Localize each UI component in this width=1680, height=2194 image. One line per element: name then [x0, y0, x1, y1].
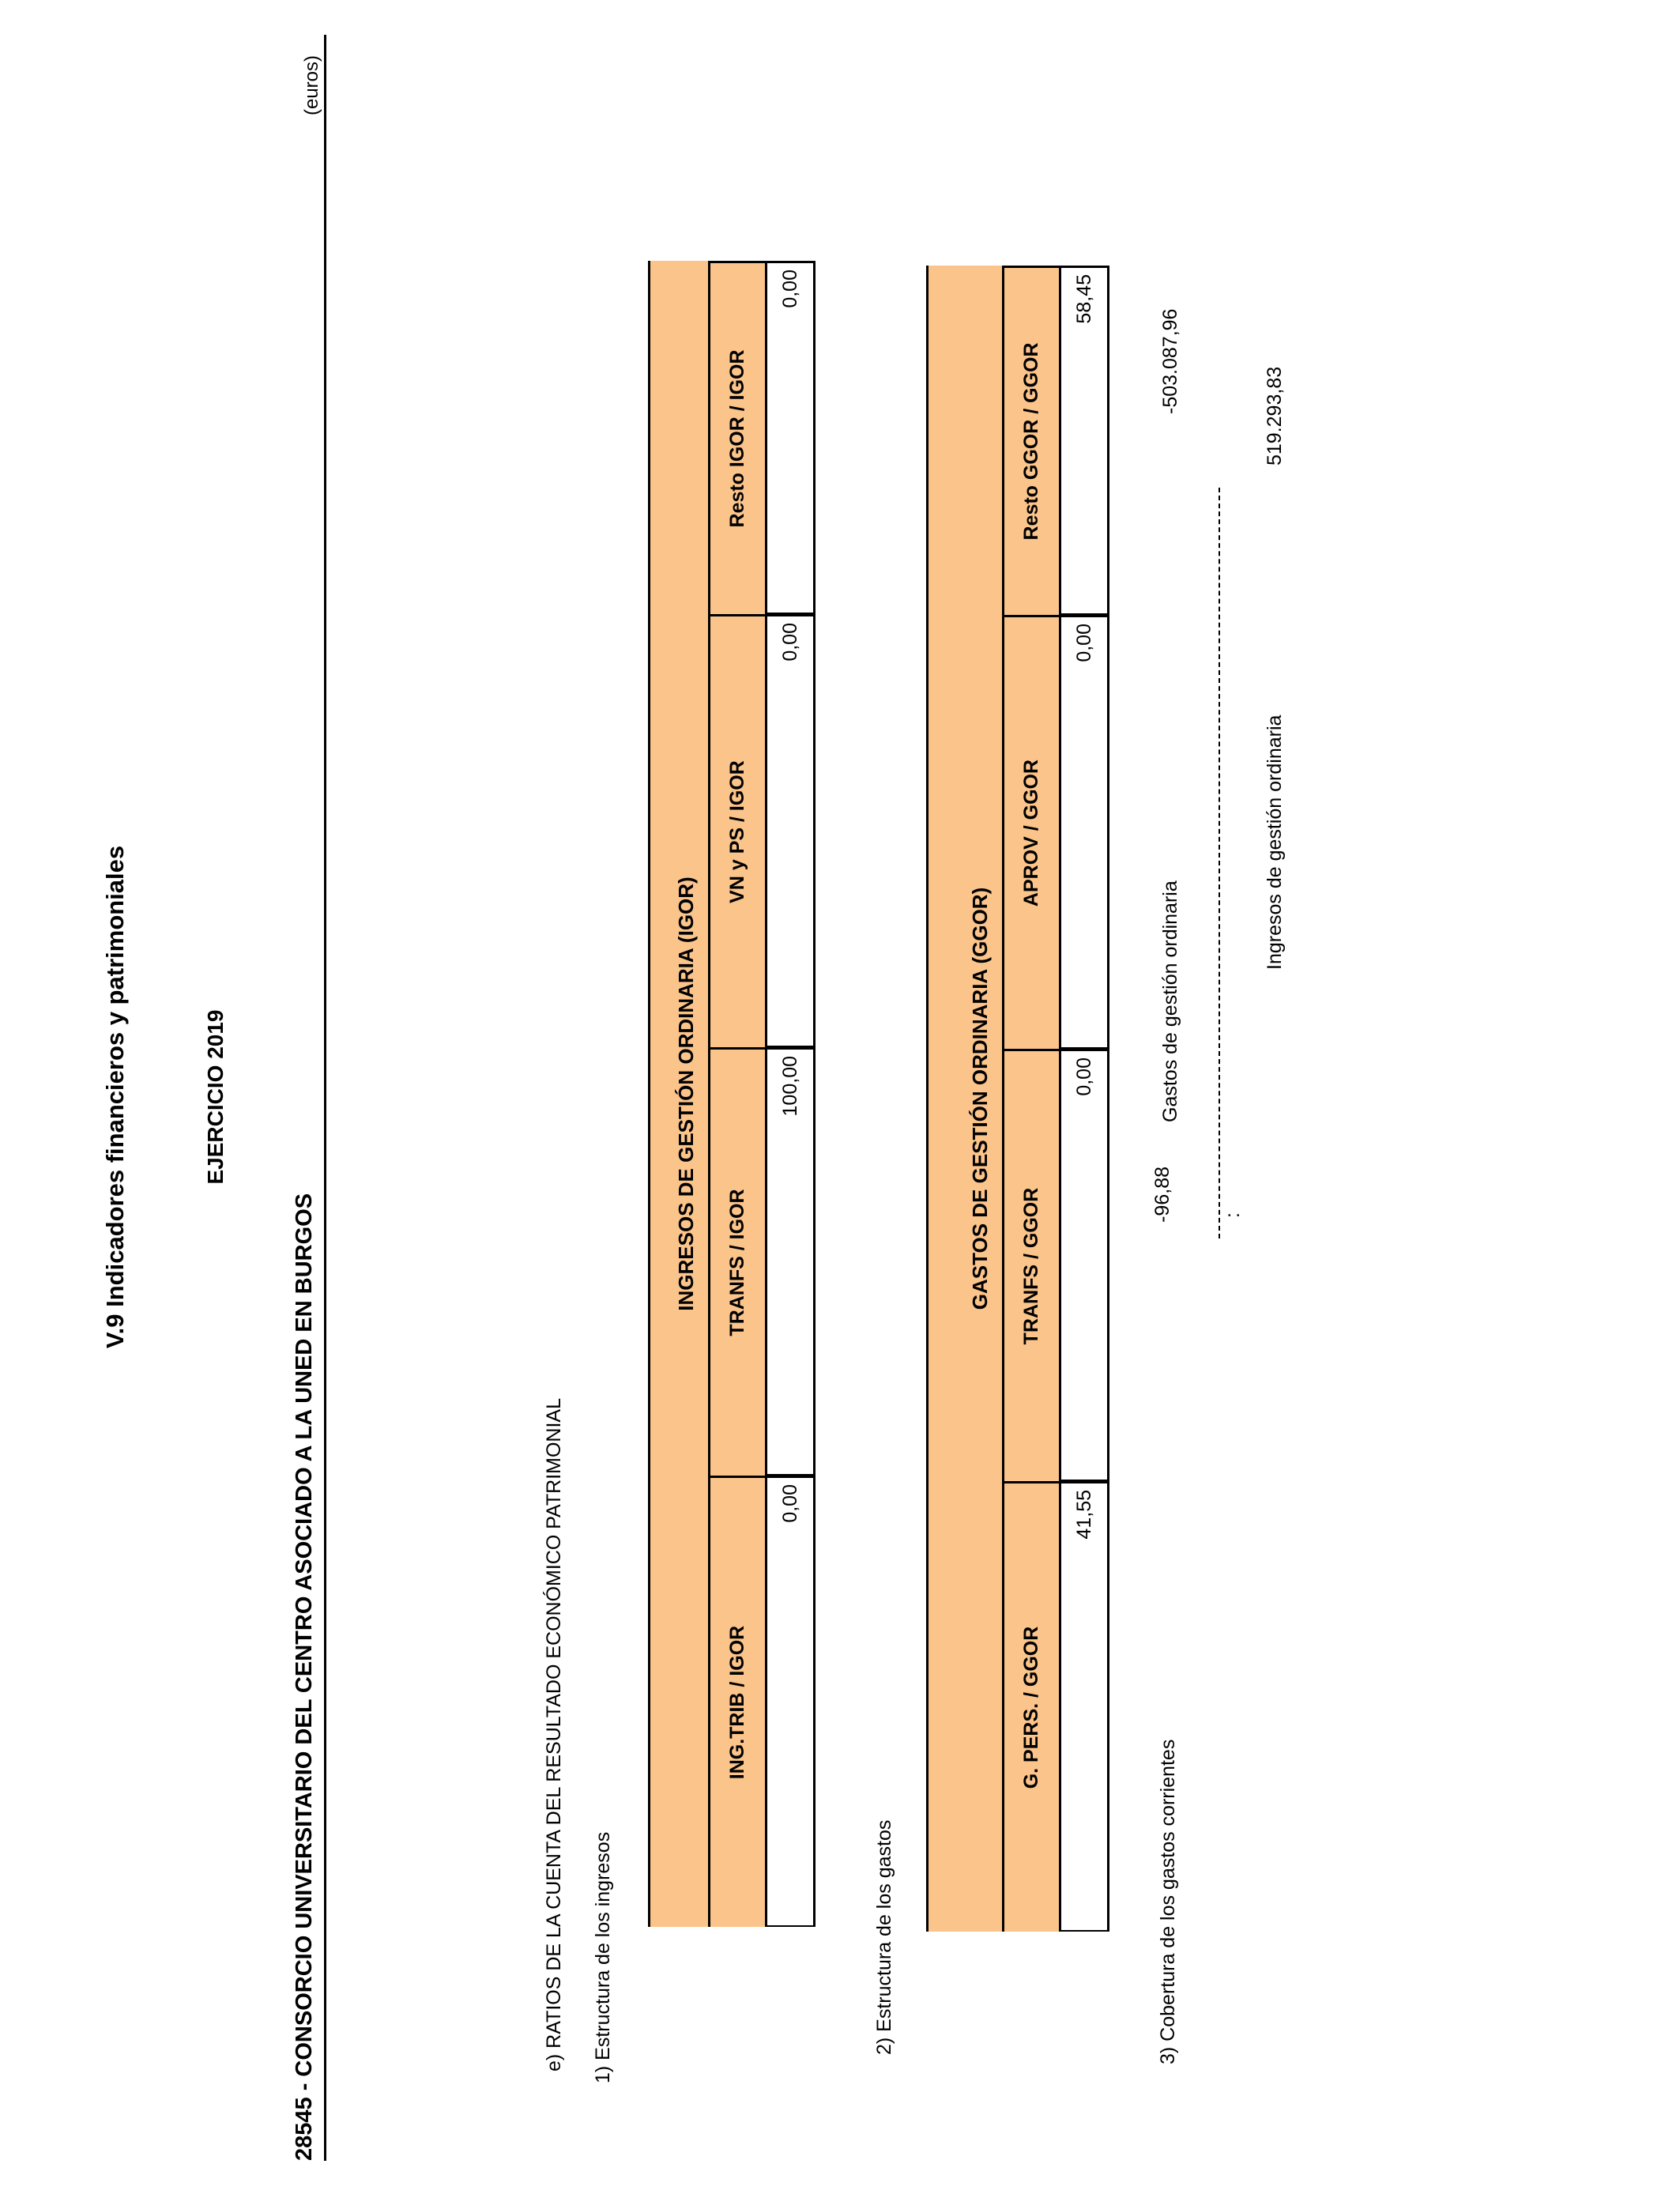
header-rule: [324, 35, 326, 2161]
section-title: e) RATIOS DE LA CUENTA DEL RESULTADO ECONÓMICO PATRIMONIAL: [543, 1398, 565, 2071]
ingresos-value-cell: 0,00: [765, 261, 816, 614]
numerator-label: Gastos de gestión ordinaria: [1159, 880, 1181, 1122]
cobertura-separator: :: [1222, 1212, 1244, 1218]
cobertura-label: 3) Cobertura de los gastos corrientes: [1157, 1739, 1179, 2064]
fraction-divider: [1219, 488, 1220, 1238]
gastos-col-header: TRANFS / GGOR: [1002, 1049, 1059, 1481]
entity-name: 28545 - CONSORCIO UNIVERSITARIO DEL CENTRO ASOCIADO A LA UNED EN BURGOS: [292, 1193, 317, 2161]
ingresos-value-cell: 0,00: [765, 614, 816, 1047]
ingresos-label: 1) Estructura de los ingresos: [592, 1831, 614, 2083]
gastos-table: [926, 266, 1109, 1932]
report-title: V.9 Indicadores financieros y patrimoniales: [101, 845, 129, 1349]
ingresos-group-header-text: INGRESOS DE GESTIÓN ORDINARIA (IGOR): [674, 876, 698, 1311]
ingresos-col-header: VN y PS / IGOR: [708, 614, 765, 1047]
currency-note: (euros): [301, 55, 322, 115]
ingresos-col-header: TRANFS / IGOR: [708, 1047, 765, 1476]
gastos-col-header: Resto GGOR / GGOR: [1002, 266, 1059, 615]
cobertura-ratio: -96,88: [1151, 1167, 1173, 1223]
gastos-value-cell: 0,00: [1059, 1049, 1109, 1481]
ingresos-value-cell: 0,00: [765, 1476, 816, 1927]
gastos-value-cell: 41,55: [1059, 1481, 1109, 1932]
exercise-year: EJERCICIO 2019: [203, 1009, 228, 1185]
numerator-value: -503.087,96: [1159, 308, 1181, 414]
denominator-label: Ingresos de gestión ordinaria: [1264, 714, 1286, 970]
denominator-value: 519.293,83: [1264, 366, 1286, 466]
gastos-value-cell: 0,00: [1059, 615, 1109, 1049]
gastos-label: 2) Estructura de los gastos: [873, 1819, 895, 2055]
gastos-col-header: APROV / GGOR: [1002, 615, 1059, 1049]
gastos-col-header: G. PERS. / GGOR: [1002, 1481, 1059, 1932]
ingresos-value-cell: 100,00: [765, 1047, 816, 1476]
ingresos-col-header: Resto IGOR / IGOR: [708, 261, 765, 614]
gastos-group-header-text: GASTOS DE GESTIÓN ORDINARIA (GGOR): [968, 887, 992, 1310]
gastos-value-cell: 58,45: [1059, 266, 1109, 615]
ingresos-table: [648, 261, 816, 1927]
ingresos-col-header: ING.TRIB / IGOR: [708, 1476, 765, 1927]
ingresos-group-header: [648, 261, 708, 1927]
gastos-group-header: [926, 266, 1002, 1932]
